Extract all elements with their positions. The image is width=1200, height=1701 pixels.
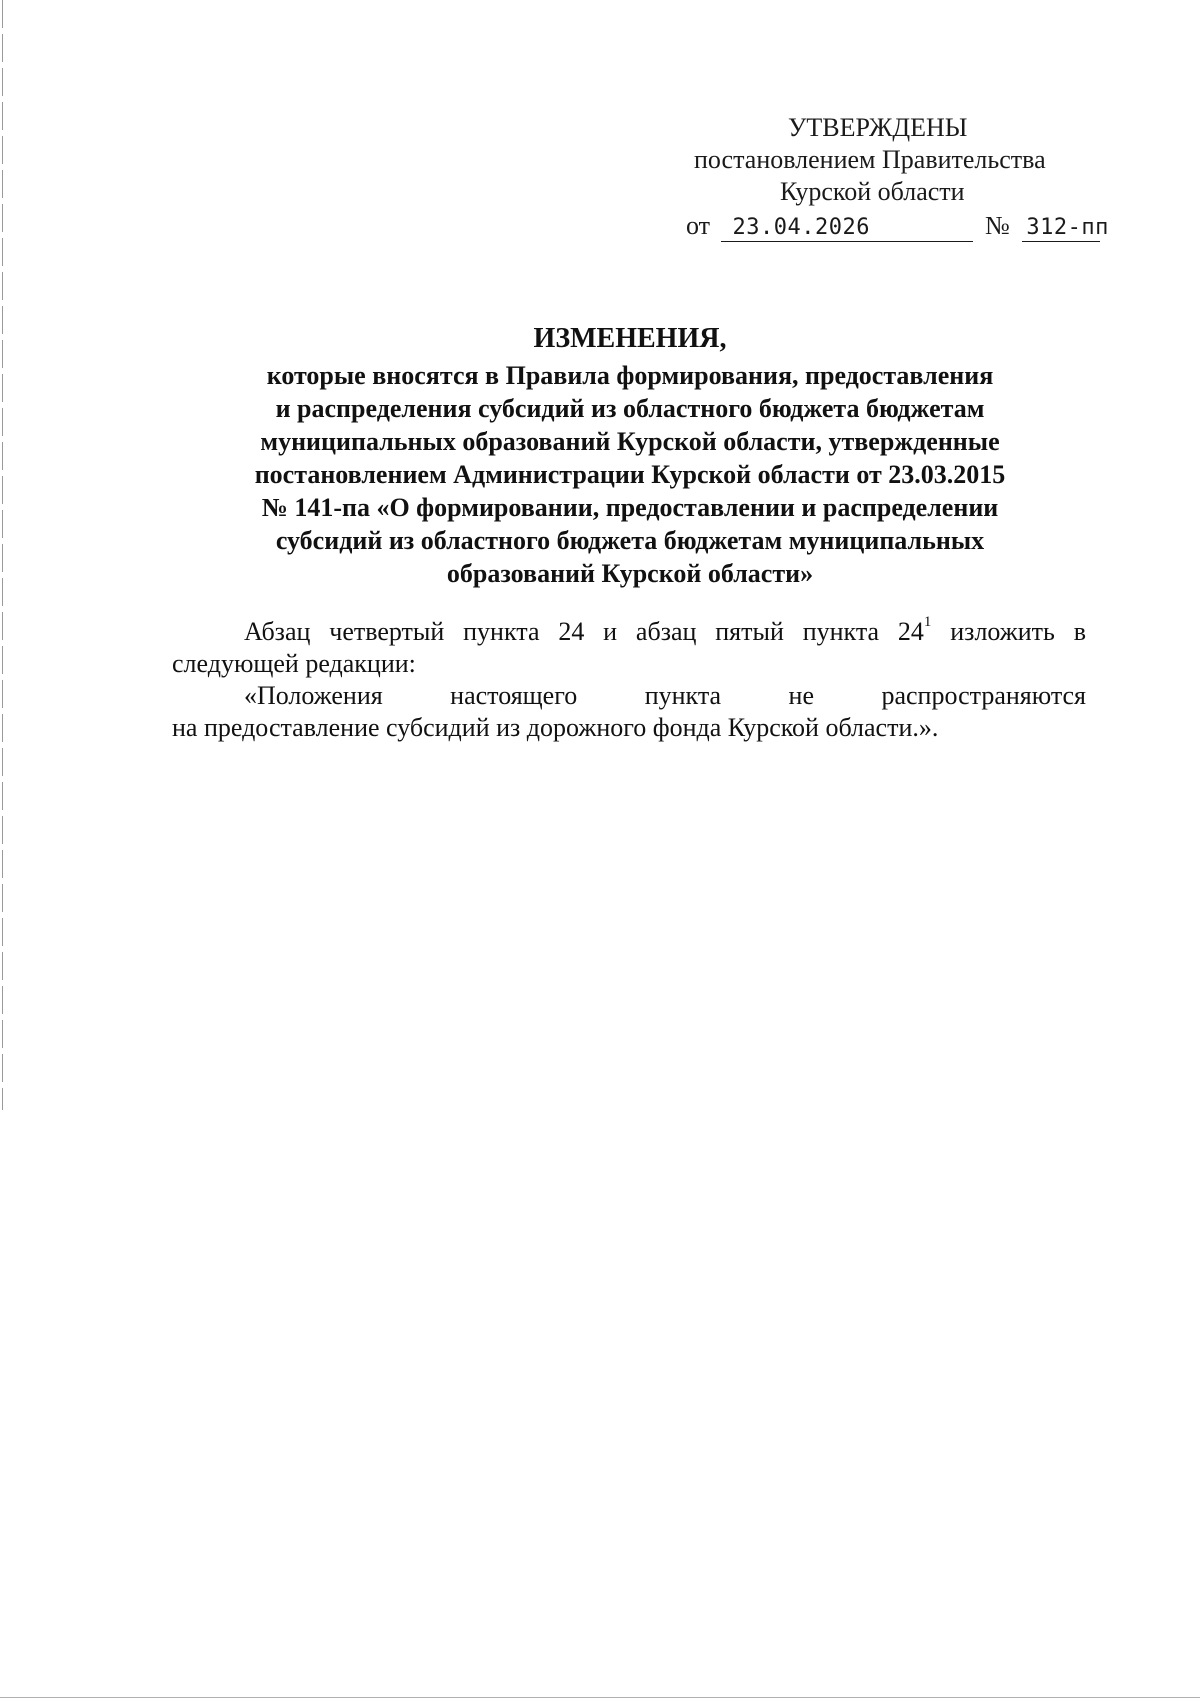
title-line: которые вносятся в Правила формирования, предоставления [266, 361, 994, 390]
title-line: муниципальных образований Курской области, утвержденные [260, 427, 1000, 456]
document-body [172, 616, 1086, 744]
p1-superscript: 1 [923, 614, 932, 631]
title-line: субсидий из областного бюджета бюджетам муниципальных [275, 526, 985, 555]
decree-date: 23.04.2026 [721, 215, 973, 242]
body-paragraph-2-line-2: на предоставление субсидий из дорожного фонда Курской области.». [172, 713, 939, 742]
approval-stamp-block [660, 112, 1120, 242]
body-paragraph-1 [172, 616, 1086, 680]
decree-number: 312-пп [1022, 215, 1100, 242]
approved-region: Курской области [780, 177, 965, 206]
approved-by-decree: постановлением Правительства [694, 145, 1046, 174]
title-line: постановлением Администрации Курской области от 23.03.2015 [254, 460, 1006, 489]
approved-heading: УТВЕРЖДЕНЫ [788, 113, 968, 142]
from-label: от [686, 211, 711, 240]
number-label: № [985, 211, 1010, 240]
body-paragraph-2-line-1: «Положения настоящего пункта не распространяются [244, 681, 1086, 710]
approval-date-number-line [686, 210, 1120, 242]
document-title [170, 322, 1090, 590]
p1-text: Абзац четвертый пункта 24 и абзац пятый пункта 24 [244, 617, 924, 646]
scan-edge-line [2, 0, 3, 1110]
title-line: № 141-па «О формировании, предоставлении и распределении [261, 493, 999, 522]
scan-bottom-line [0, 1697, 1200, 1698]
title-main: ИЗМЕНЕНИЯ, [533, 323, 727, 354]
p1-text-end: изложить в следующей редакции: [172, 617, 1086, 678]
title-line: образований Курской области» [446, 559, 814, 588]
title-line: и распределения субсидий из областного бюджета бюджетам [275, 394, 985, 423]
